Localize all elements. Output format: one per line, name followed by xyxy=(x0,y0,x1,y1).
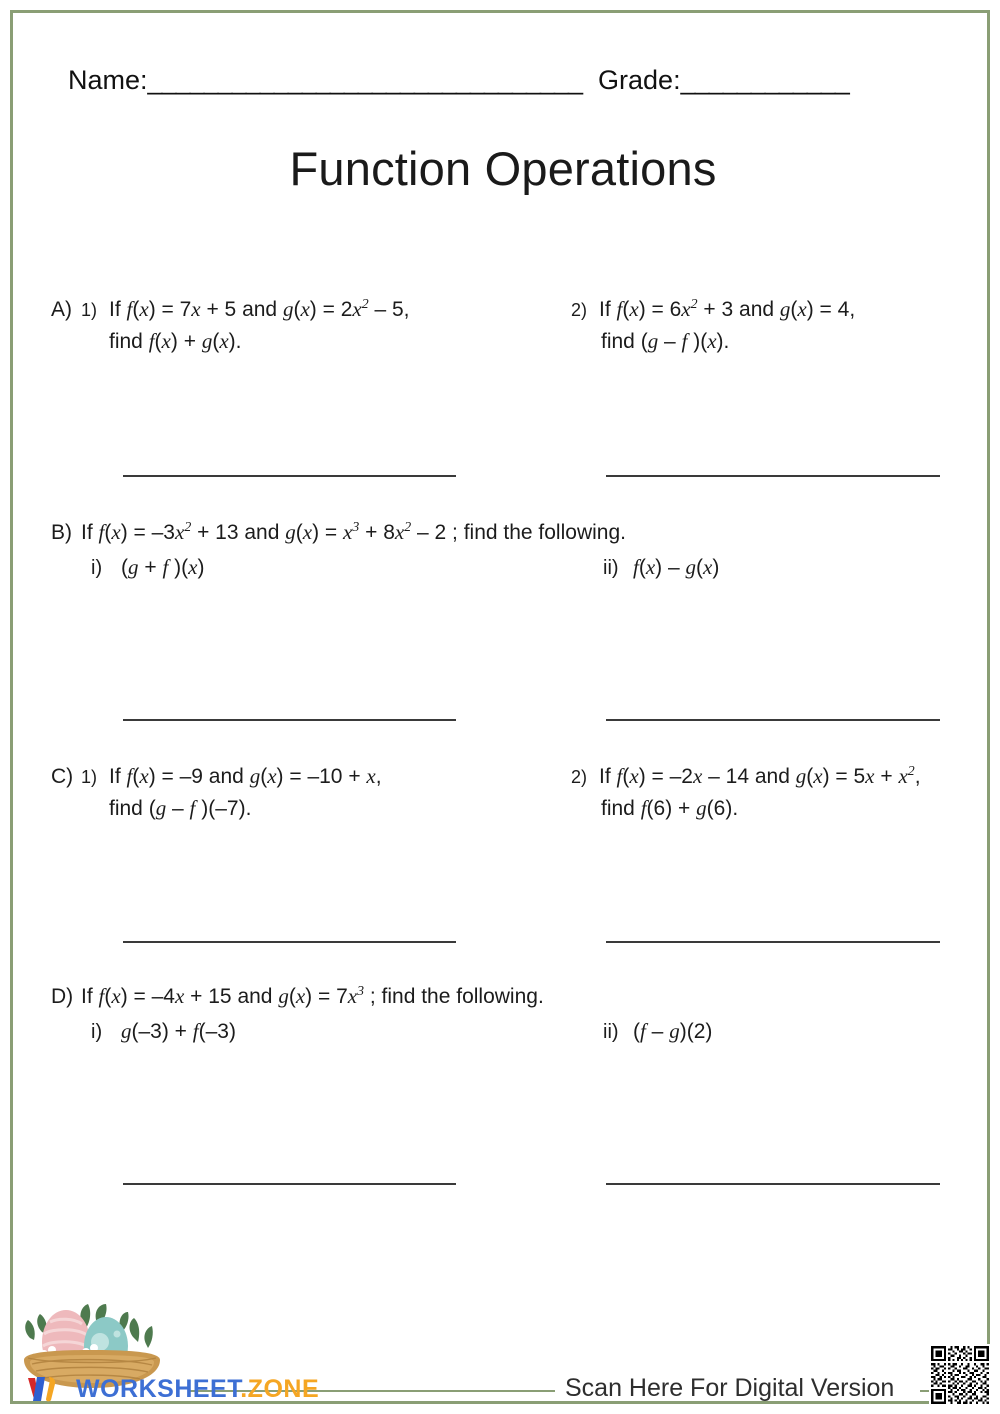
answer-line-b-i[interactable] xyxy=(123,719,456,721)
problem-d-i xyxy=(51,1016,561,1048)
scan-instruction-text: Scan Here For Digital Version xyxy=(565,1374,895,1402)
section-d-intro: D) If f(x) = –4x + 15 and $g(x) = 7x^3$ ; find the following. xyxy=(51,981,951,1012)
problem-a1-line2: find f(x) + g(x). xyxy=(109,329,242,353)
problem-a2-line1: 2) If $f(x) = 6x^2 + 3$ and g(x) = 4, xyxy=(571,294,971,326)
problem-b-ii-text: ii) f(x) – g(x) xyxy=(603,552,1000,584)
section-a-letter: A) xyxy=(51,298,72,321)
problem-d-ii-label: ii) xyxy=(603,1021,619,1043)
problem-c2-line2: find f(6) + g(6). xyxy=(601,796,739,820)
problem-c2-number: 2) xyxy=(571,767,588,787)
grade-label: Grade: xyxy=(598,65,681,95)
problem-c1 xyxy=(51,761,521,824)
problem-a2 xyxy=(571,294,971,357)
answer-line-b-ii[interactable] xyxy=(606,719,940,721)
answer-line-c2[interactable] xyxy=(606,941,940,943)
worksheet-zone-logo[interactable] xyxy=(26,1372,319,1406)
section-c-letter: C) xyxy=(51,765,74,788)
problem-a1-number: 1) xyxy=(81,300,98,320)
logo-mark-icon xyxy=(26,1373,70,1405)
problem-d-i-text: i) g(–3) + f(–3) xyxy=(91,1016,561,1048)
answer-line-c1[interactable] xyxy=(123,941,456,943)
name-write-rule: _______________________________ xyxy=(147,65,583,95)
section-d xyxy=(51,981,951,1043)
problem-a1-line1: A) 1) If f(x) = 7x + 5 and $g(x) = 2x^2 - 5$, xyxy=(51,294,521,326)
section-d-letter: D) xyxy=(51,985,74,1008)
problem-d-ii-text: ii) (f – g)(2) xyxy=(603,1016,1000,1048)
problem-c2 xyxy=(571,761,971,824)
name-field[interactable] xyxy=(68,65,582,95)
section-b-intro: B) If $f(x) = -3x^2 + 13$ and $g(x) = x^3 + 8x^2 - 2$ ; find the following. xyxy=(51,517,951,548)
brand-primary: WORKSHEET xyxy=(76,1374,241,1403)
answer-line-d-ii[interactable] xyxy=(606,1183,940,1185)
answer-line-a1[interactable] xyxy=(123,475,456,477)
answer-line-d-i[interactable] xyxy=(123,1183,456,1185)
problem-c1-line1: C) 1) If f(x) = –9 and g(x) = –10 + x, xyxy=(51,761,521,793)
page-title: Function Operations xyxy=(289,142,717,195)
name-label: Name: xyxy=(68,65,148,95)
answer-line-a2[interactable] xyxy=(606,475,940,477)
problem-b-i xyxy=(51,552,561,584)
problem-b-i-text: i) (g + f )(x) xyxy=(91,552,561,584)
qr-code[interactable] xyxy=(929,1344,991,1406)
problem-b-i-label: i) xyxy=(91,557,103,579)
problem-c2-line1: 2) If f(x) = –2x – 14 and $g(x) = 5x + x^2$, xyxy=(571,761,971,793)
section-b-letter: B) xyxy=(51,521,72,544)
problem-a1 xyxy=(51,294,521,357)
problem-b-ii xyxy=(571,552,1000,584)
student-info-row xyxy=(68,65,948,96)
brand-text xyxy=(76,1375,319,1404)
problem-d-i-label: i) xyxy=(91,1021,103,1043)
problem-c1-line2: find (g – f )(–7). xyxy=(109,796,252,820)
problem-a2-line2: find (g – f )(x). xyxy=(601,329,730,353)
section-b xyxy=(51,517,951,579)
grade-field[interactable] xyxy=(598,65,849,95)
grade-write-rule: ____________ xyxy=(680,65,849,95)
problem-d-ii xyxy=(571,1016,1000,1048)
brand-secondary: .ZONE xyxy=(240,1374,320,1403)
worksheet-page xyxy=(10,10,990,1404)
problem-b-ii-label: ii) xyxy=(603,557,619,579)
qr-code-icon xyxy=(929,1344,991,1406)
problem-a2-number: 2) xyxy=(571,300,588,320)
problem-c1-number: 1) xyxy=(81,767,98,787)
